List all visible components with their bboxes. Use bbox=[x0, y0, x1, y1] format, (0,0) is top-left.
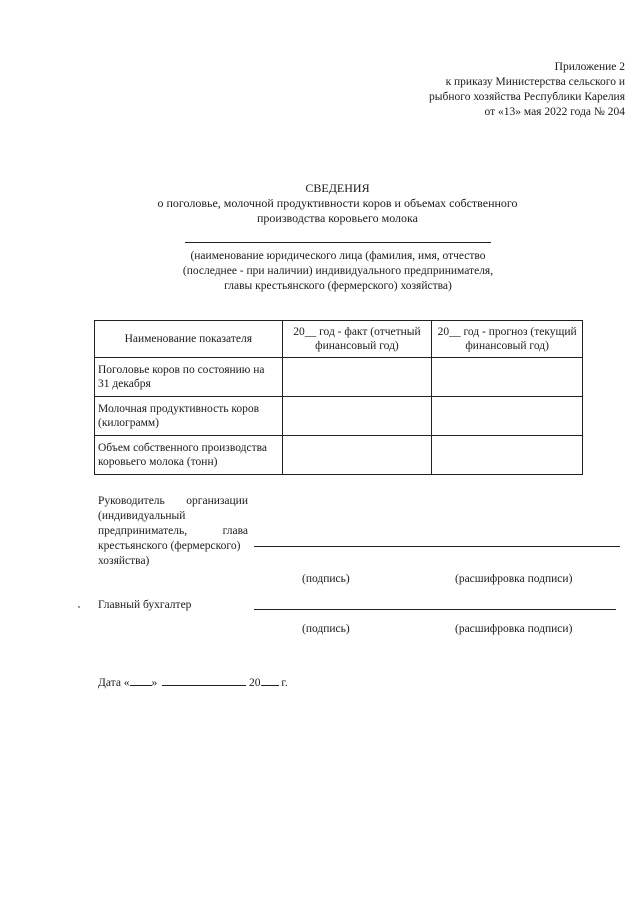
fact-cell[interactable] bbox=[282, 358, 432, 397]
fact-cell[interactable] bbox=[282, 397, 432, 436]
date-year-field[interactable] bbox=[261, 674, 279, 686]
date-quote-close: » bbox=[151, 677, 158, 689]
head-decoding-caption: (расшифровка подписи) bbox=[455, 573, 573, 585]
label-word: глава bbox=[222, 525, 248, 537]
annex-line: Приложение 2 bbox=[554, 61, 625, 73]
column-header-fact: 20__ год - факт (отчетный финансовый год) bbox=[282, 321, 432, 358]
organization-caption-line: (последнее - при наличии) индивидуального предпринимателя, bbox=[182, 265, 494, 277]
table-header-row bbox=[95, 321, 583, 358]
label-line: (индивидуальный bbox=[98, 510, 186, 522]
accountant-signature-caption: (подпись) bbox=[302, 623, 350, 635]
forecast-cell[interactable] bbox=[432, 397, 583, 436]
date-line bbox=[98, 674, 288, 689]
forecast-cell[interactable] bbox=[432, 436, 583, 475]
head-signature-caption: (подпись) bbox=[302, 573, 350, 585]
annex-line: от «13» мая 2022 года № 204 bbox=[484, 106, 625, 118]
table-row bbox=[95, 358, 583, 397]
date-prefix: Дата « bbox=[98, 677, 130, 689]
scan-speck bbox=[78, 606, 80, 608]
accountant-signature-field[interactable] bbox=[254, 609, 616, 610]
annex-line: к приказу Министерства сельского и bbox=[445, 76, 625, 88]
column-header-forecast: 20__ год - прогноз (текущий финансовый год) bbox=[432, 321, 583, 358]
label-word: предприниматель, bbox=[98, 525, 188, 537]
organization-caption-line: (наименование юридического лица (фамилия, имя, отчество bbox=[190, 250, 486, 262]
accountant-decoding-caption: (расшифровка подписи) bbox=[455, 623, 573, 635]
table-row bbox=[95, 436, 583, 475]
date-day-field[interactable] bbox=[130, 674, 152, 686]
indicators-table bbox=[94, 320, 583, 475]
organization-caption bbox=[130, 249, 546, 294]
organization-name-field[interactable] bbox=[185, 242, 491, 243]
fact-cell[interactable] bbox=[282, 436, 432, 475]
date-suffix: г. bbox=[278, 677, 288, 689]
title-subtitle-line: производства коровьего молока bbox=[256, 211, 419, 225]
row-label: Молочная продуктивность коров (килограмм) bbox=[95, 397, 283, 436]
title-heading: СВЕДЕНИЯ bbox=[305, 181, 370, 195]
document-title bbox=[0, 181, 639, 226]
row-label: Объем собственного производства коровьего молока (тонн) bbox=[95, 436, 283, 475]
head-of-organization-label bbox=[98, 494, 248, 569]
head-signature-field[interactable] bbox=[254, 546, 620, 547]
forecast-cell[interactable] bbox=[432, 358, 583, 397]
date-year-prefix: 20 bbox=[249, 677, 261, 689]
column-header-indicator: Наименование показателя bbox=[95, 321, 283, 358]
row-label: Поголовье коров по состоянию на 31 декабря bbox=[95, 358, 283, 397]
label-line bbox=[98, 494, 248, 509]
label-line: крестьянского (фермерского) bbox=[98, 540, 241, 552]
label-word: Руководитель bbox=[98, 495, 165, 507]
organization-caption-line: главы крестьянского (фермерского) хозяйства) bbox=[224, 280, 452, 292]
annex-line: рыбного хозяйства Республики Карелия bbox=[429, 91, 625, 103]
label-word: организации bbox=[186, 495, 248, 507]
date-month-field[interactable] bbox=[162, 674, 246, 686]
annex-header bbox=[429, 60, 625, 120]
title-subtitle-line: о поголовье, молочной продуктивности коров и объемах собственного bbox=[157, 196, 518, 210]
chief-accountant-label: Главный бухгалтер bbox=[98, 599, 192, 611]
label-line: хозяйства) bbox=[98, 555, 150, 567]
label-line bbox=[98, 524, 248, 539]
table-row bbox=[95, 397, 583, 436]
